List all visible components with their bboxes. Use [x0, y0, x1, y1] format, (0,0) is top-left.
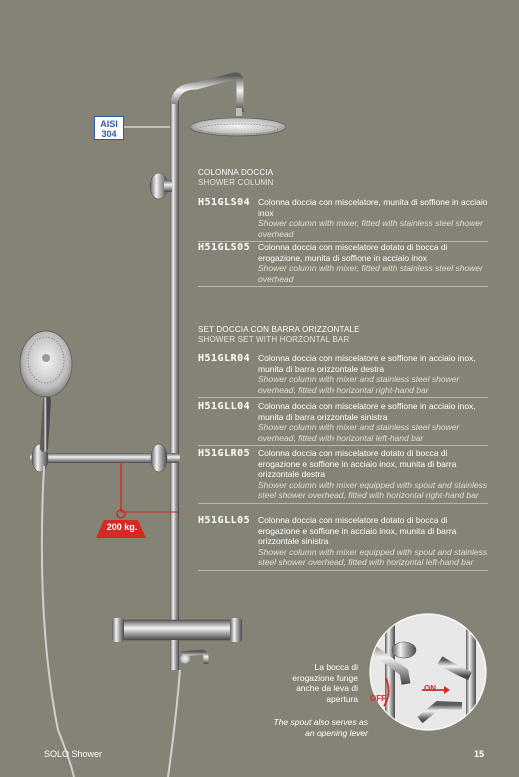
spout-note-it-line: La bocca di: [314, 662, 358, 672]
product-description-it: Colonna doccia con miscelatore e soffione in acciaio inox, munita di barra orizzontale destra: [258, 353, 476, 374]
weight-label: 200 kg.: [106, 522, 138, 532]
set-section-title: SET DOCCIA CON BARRA ORIZZONTALE: [198, 325, 360, 334]
spout-note-en-line: an opening lever: [305, 727, 368, 738]
product-description-en: Shower column with mixer, fitted with stainless steel shower overhead: [258, 218, 483, 239]
overhead-shower: [190, 118, 286, 136]
product-row: [198, 515, 488, 571]
page-number: 15: [474, 749, 485, 759]
product-description-it: Colonna doccia con miscelatore e soffione in acciaio inox, munita di barra orizzontale sinistra: [258, 401, 476, 422]
footer-brand: SOLO Shower: [44, 749, 103, 759]
product-description-en: Shower column with mixer equipped with spout and stainless steel shower overhead, fitted with horizontal right-hand bar: [258, 479, 488, 500]
product-row: [198, 353, 488, 398]
product-code: H51GLL05: [198, 515, 251, 526]
product-description-it: Colonna doccia con miscelatore dotato di bocca di erogazione e soffione in acciaio inox, munita di barra orizzontale sinistra: [258, 515, 457, 546]
product-code: H51GLL04: [198, 401, 251, 412]
product-row: [198, 242, 488, 287]
thermostatic-mixer: [116, 620, 238, 640]
column-section-title-en: SHOWER COLUMN: [198, 178, 274, 187]
product-description-it: Colonna doccia con miscelatore dotato di bocca di erogazione, munita di soffione in acciaio inox: [258, 242, 448, 263]
product-description-en: Shower column with mixer equipped with spout and stainless steel shower overhead, fitted with horizontal left-hand bar: [258, 546, 488, 567]
product-description-it: Colonna doccia con miscelatore dotato di bocca di erogazione e soffione in acciaio inox, munita di barra orizzontale destra: [258, 448, 457, 479]
weight-badge: [96, 518, 148, 538]
badge-line2: 304: [101, 129, 117, 139]
hand-shower-handle: [44, 400, 47, 448]
hand-shower-head: [20, 331, 72, 397]
on-label: ON: [424, 684, 436, 693]
spout-note-it-line: apertura: [326, 693, 358, 704]
product-row: [198, 401, 488, 446]
off-label: OFF: [370, 694, 386, 703]
product-code: H51GLS04: [198, 197, 251, 208]
product-description-en: Shower column with mixer, fitted with stainless steel shower overhead: [258, 263, 483, 284]
product-row: [198, 197, 488, 242]
spout-note-it: [258, 662, 358, 704]
spout-note-en-line: The spout also serves as: [273, 717, 368, 727]
product-description-en: Shower column with mixer and stainless steel shower overhead, fitted with horizontal right-hand bar: [258, 374, 460, 395]
spout-note-en: [240, 717, 368, 738]
spout-note-it-line: anche da leva di: [296, 683, 358, 693]
column-section-title: COLONNA DOCCIA: [198, 168, 274, 177]
shower-arm: [174, 76, 240, 112]
column-section-heading: [198, 168, 274, 188]
set-section-title-en: SHOWER SET WITH HORZONTAL BAR: [198, 335, 350, 344]
product-row: [198, 448, 488, 504]
spout-note-it-line: erogazione funge: [292, 672, 358, 683]
badge-line1: AISI: [100, 119, 118, 129]
product-description-it: Colonna doccia con miscelatore, munita di soffione in acciaio inox: [258, 197, 488, 218]
product-code: H51GLS05: [198, 242, 251, 253]
set-section-heading: [198, 325, 360, 345]
product-description-en: Shower column with mixer and stainless steel shower overhead, fitted with horizontal left-hand bar: [258, 422, 460, 443]
aisi-304-badge: [94, 116, 124, 140]
product-code: H51GLR05: [198, 448, 251, 459]
product-code: H51GLR04: [198, 353, 251, 364]
shower-hose: [42, 466, 74, 777]
